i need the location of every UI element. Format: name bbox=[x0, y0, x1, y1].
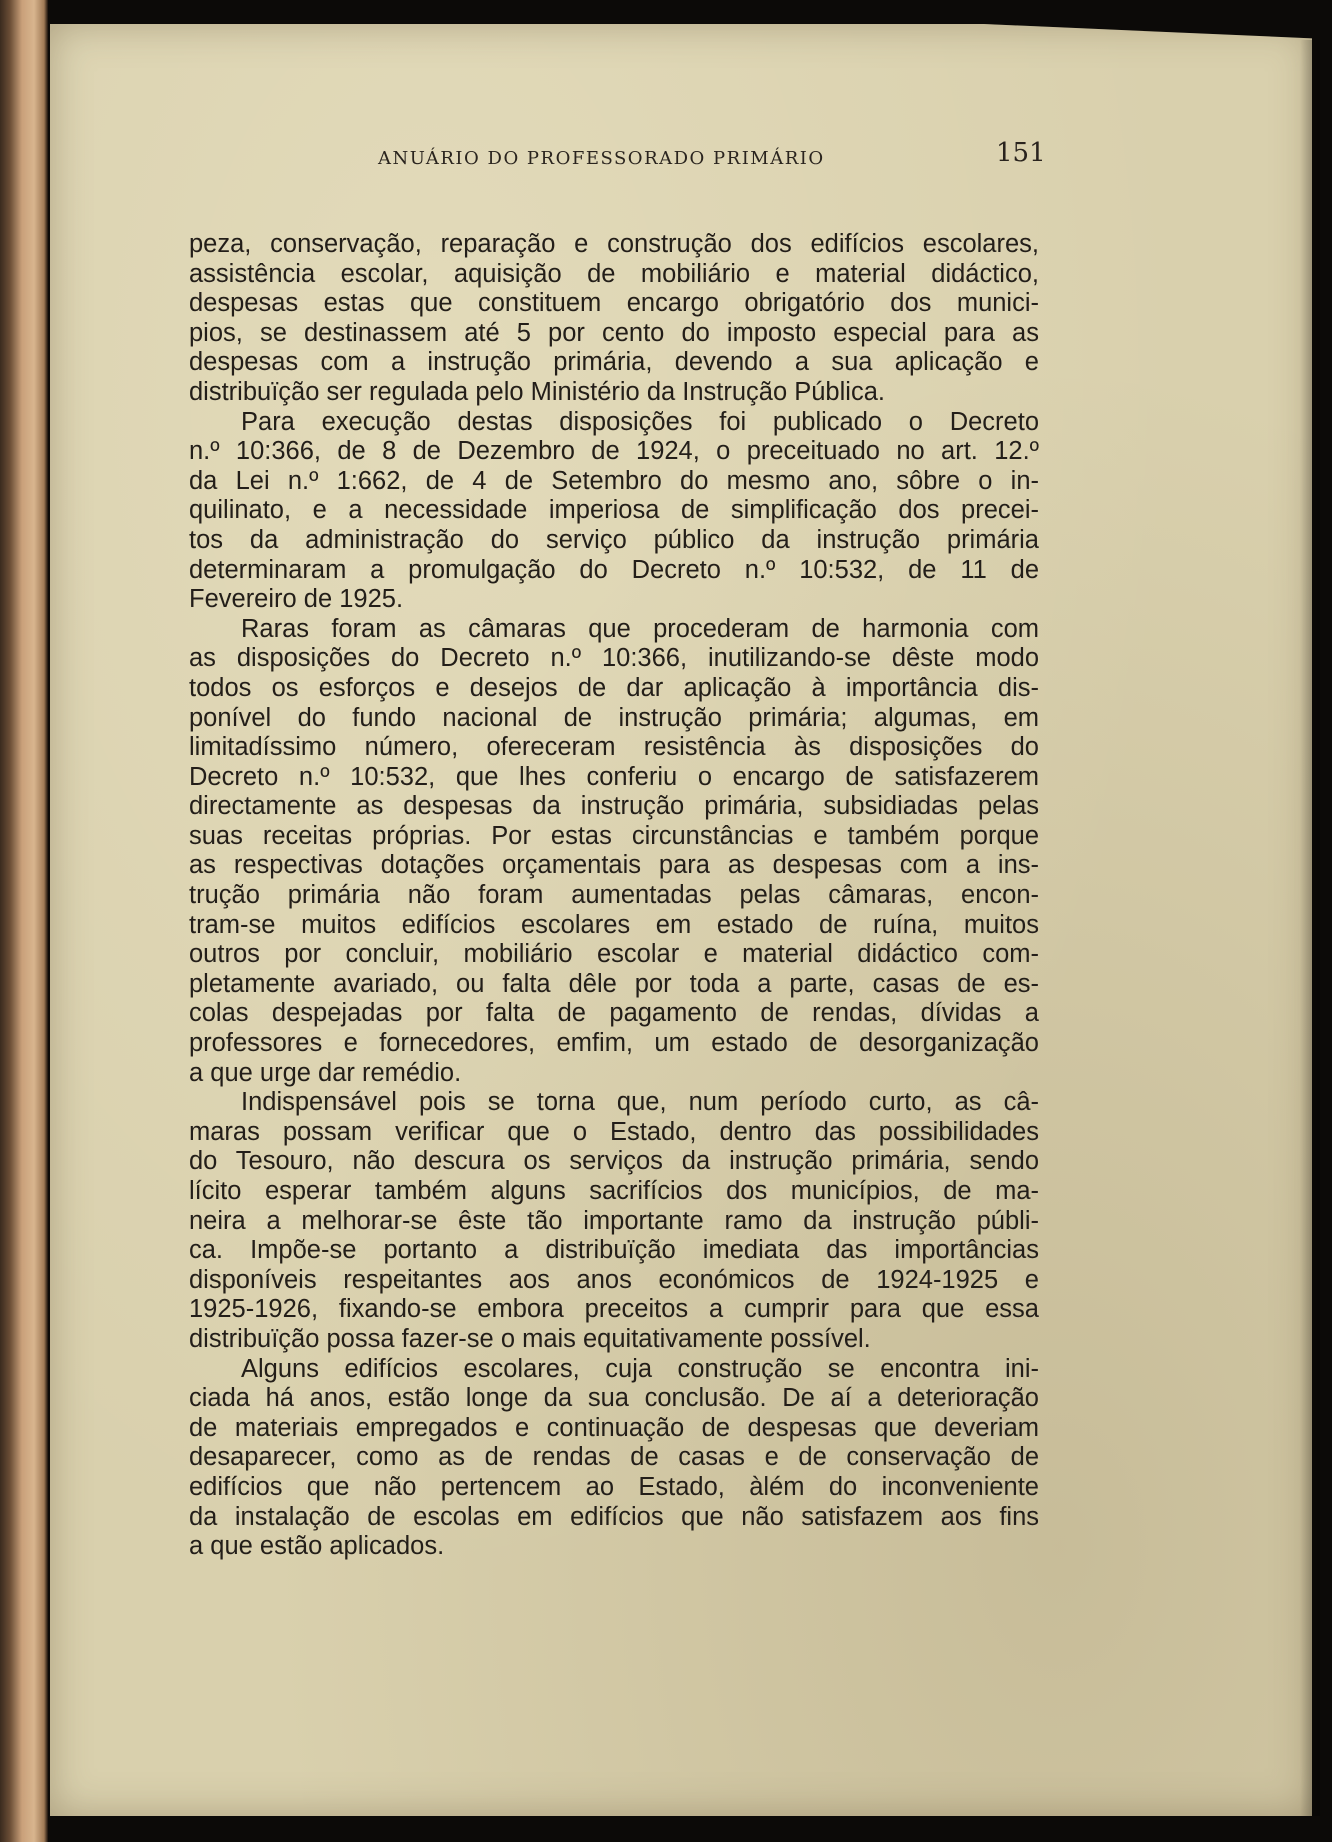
text-line: quilinato, e a necessidade imperiosa de simplificação dos precei- bbox=[189, 496, 1039, 525]
text-line: 1925-1926, fixando-se embora preceitos a cumprir para que essa bbox=[189, 1295, 1039, 1324]
text-line: Alguns edifícios escolares, cuja construção se encontra ini- bbox=[241, 1354, 1039, 1383]
text-line: suas receitas próprias. Por estas circunstâncias e também porque bbox=[189, 821, 1039, 850]
text-line: distribuïção possa fazer-se o mais equitativamente possível. bbox=[189, 1324, 871, 1353]
text-line: colas despejadas por falta de pagamento de rendas, dívidas a bbox=[189, 999, 1039, 1028]
text-line: maras possam verificar que o Estado, dentro das possibilidades bbox=[189, 1117, 1039, 1146]
text-line: a que urge dar remédio. bbox=[189, 1058, 462, 1087]
text-line: ciada há anos, estão longe da sua conclusão. De aí a deterioração bbox=[189, 1384, 1039, 1413]
text-line: as disposições do Decreto n.º 10:366, inutilizando-se dêste modo bbox=[189, 644, 1039, 673]
text-line: determinaram a promulgação do Decreto n.º 10:532, de 11 de bbox=[189, 555, 1039, 584]
text-line: neira a melhorar-se êste tão importante ramo da instrução públi- bbox=[189, 1206, 1039, 1235]
text-line: lícito esperar também alguns sacrifícios dos municípios, de ma- bbox=[189, 1177, 1039, 1205]
page-edge-shadow bbox=[1300, 40, 1320, 1816]
text-line: Decreto n.º 10:532, que lhes conferiu o encargo de satisfazerem bbox=[189, 762, 1039, 791]
text-line: distribuïção ser regulada pelo Ministério da Instrução Pública. bbox=[189, 377, 885, 406]
text-line: a que estão aplicados. bbox=[189, 1532, 445, 1561]
text-line: assistência escolar, aquisição de mobiliário e material didáctico, bbox=[189, 259, 1039, 288]
text-line: as respectivas dotações orçamentais para as despesas com a ins- bbox=[189, 851, 1039, 880]
text-line: de materiais empregados e continuação de despesas que deveriam bbox=[189, 1413, 1039, 1442]
text-line: Fevereiro de 1925. bbox=[189, 585, 404, 614]
running-title: ANUÁRIO DO PROFESSORADO PRIMÁRIO bbox=[378, 148, 825, 169]
text-line: tram-se muitos edifícios escolares em estado de ruína, muitos bbox=[189, 910, 1039, 939]
text-line: desaparecer, como as de rendas de casas e de conservação de bbox=[189, 1443, 1039, 1472]
text-line: da instalação de escolas em edifícios que não satisfazem aos fins bbox=[189, 1502, 1039, 1531]
text-line: outros por concluir, mobiliário escolar e material didáctico com- bbox=[189, 940, 1039, 969]
text-line: despesas estas que constituem encargo obrigatório dos munici- bbox=[189, 289, 1039, 318]
text-line: todos os esforços e desejos de dar aplicação à importância dis- bbox=[189, 673, 1039, 702]
text-line: despesas com a instrução primária, devendo a sua aplicação e bbox=[189, 348, 1039, 377]
text-line: Raras foram as câmaras que procederam de harmonia com bbox=[241, 614, 1039, 643]
text-line: n.º 10:366, de 8 de Dezembro de 1924, o preceituado no art. 12.º bbox=[189, 437, 1039, 466]
text-line: do Tesouro, não descura os serviços da instrução primária, sendo bbox=[189, 1147, 1039, 1176]
text-line: peza, conservação, reparação e construção dos edifícios escolares, bbox=[189, 230, 1039, 258]
text-line: pios, se destinassem até 5 por cento do imposto especial para as bbox=[189, 318, 1039, 347]
text-line: trução primária não foram aumentadas pelas câmaras, encon- bbox=[189, 881, 1039, 910]
text-line: disponíveis respeitantes aos anos económicos de 1924-1925 e bbox=[189, 1265, 1039, 1294]
text-line: Para execução destas disposições foi publicado o Decreto bbox=[241, 407, 1039, 436]
text-line: limitadíssimo número, ofereceram resistência às disposições do bbox=[189, 733, 1039, 762]
text-line: tos da administração do serviço público da instrução primária bbox=[189, 525, 1039, 554]
book-binding-edge bbox=[0, 0, 48, 1842]
text-line: edifícios que não pertencem ao Estado, àlém do inconveniente bbox=[189, 1472, 1039, 1501]
text-line: ca. Impõe-se portanto a distribuïção imediata das importâncias bbox=[189, 1236, 1039, 1265]
text-line: pletamente avariado, ou falta dêle por toda a parte, casas de es- bbox=[189, 969, 1039, 998]
text-line: da Lei n.º 1:662, de 4 de Setembro do mesmo ano, sôbre o in- bbox=[189, 466, 1039, 495]
body-text bbox=[189, 230, 1039, 1562]
text-line: Indispensável pois se torna que, num período curto, as câ- bbox=[241, 1088, 1039, 1117]
text-line: directamente as despesas da instrução primária, subsidiadas pelas bbox=[189, 792, 1039, 821]
text-line: ponível do fundo nacional de instrução primária; algumas, em bbox=[189, 703, 1039, 732]
page-number: 151 bbox=[996, 138, 1046, 168]
text-line: professores e fornecedores, emfim, um estado de desorganização bbox=[189, 1029, 1039, 1058]
